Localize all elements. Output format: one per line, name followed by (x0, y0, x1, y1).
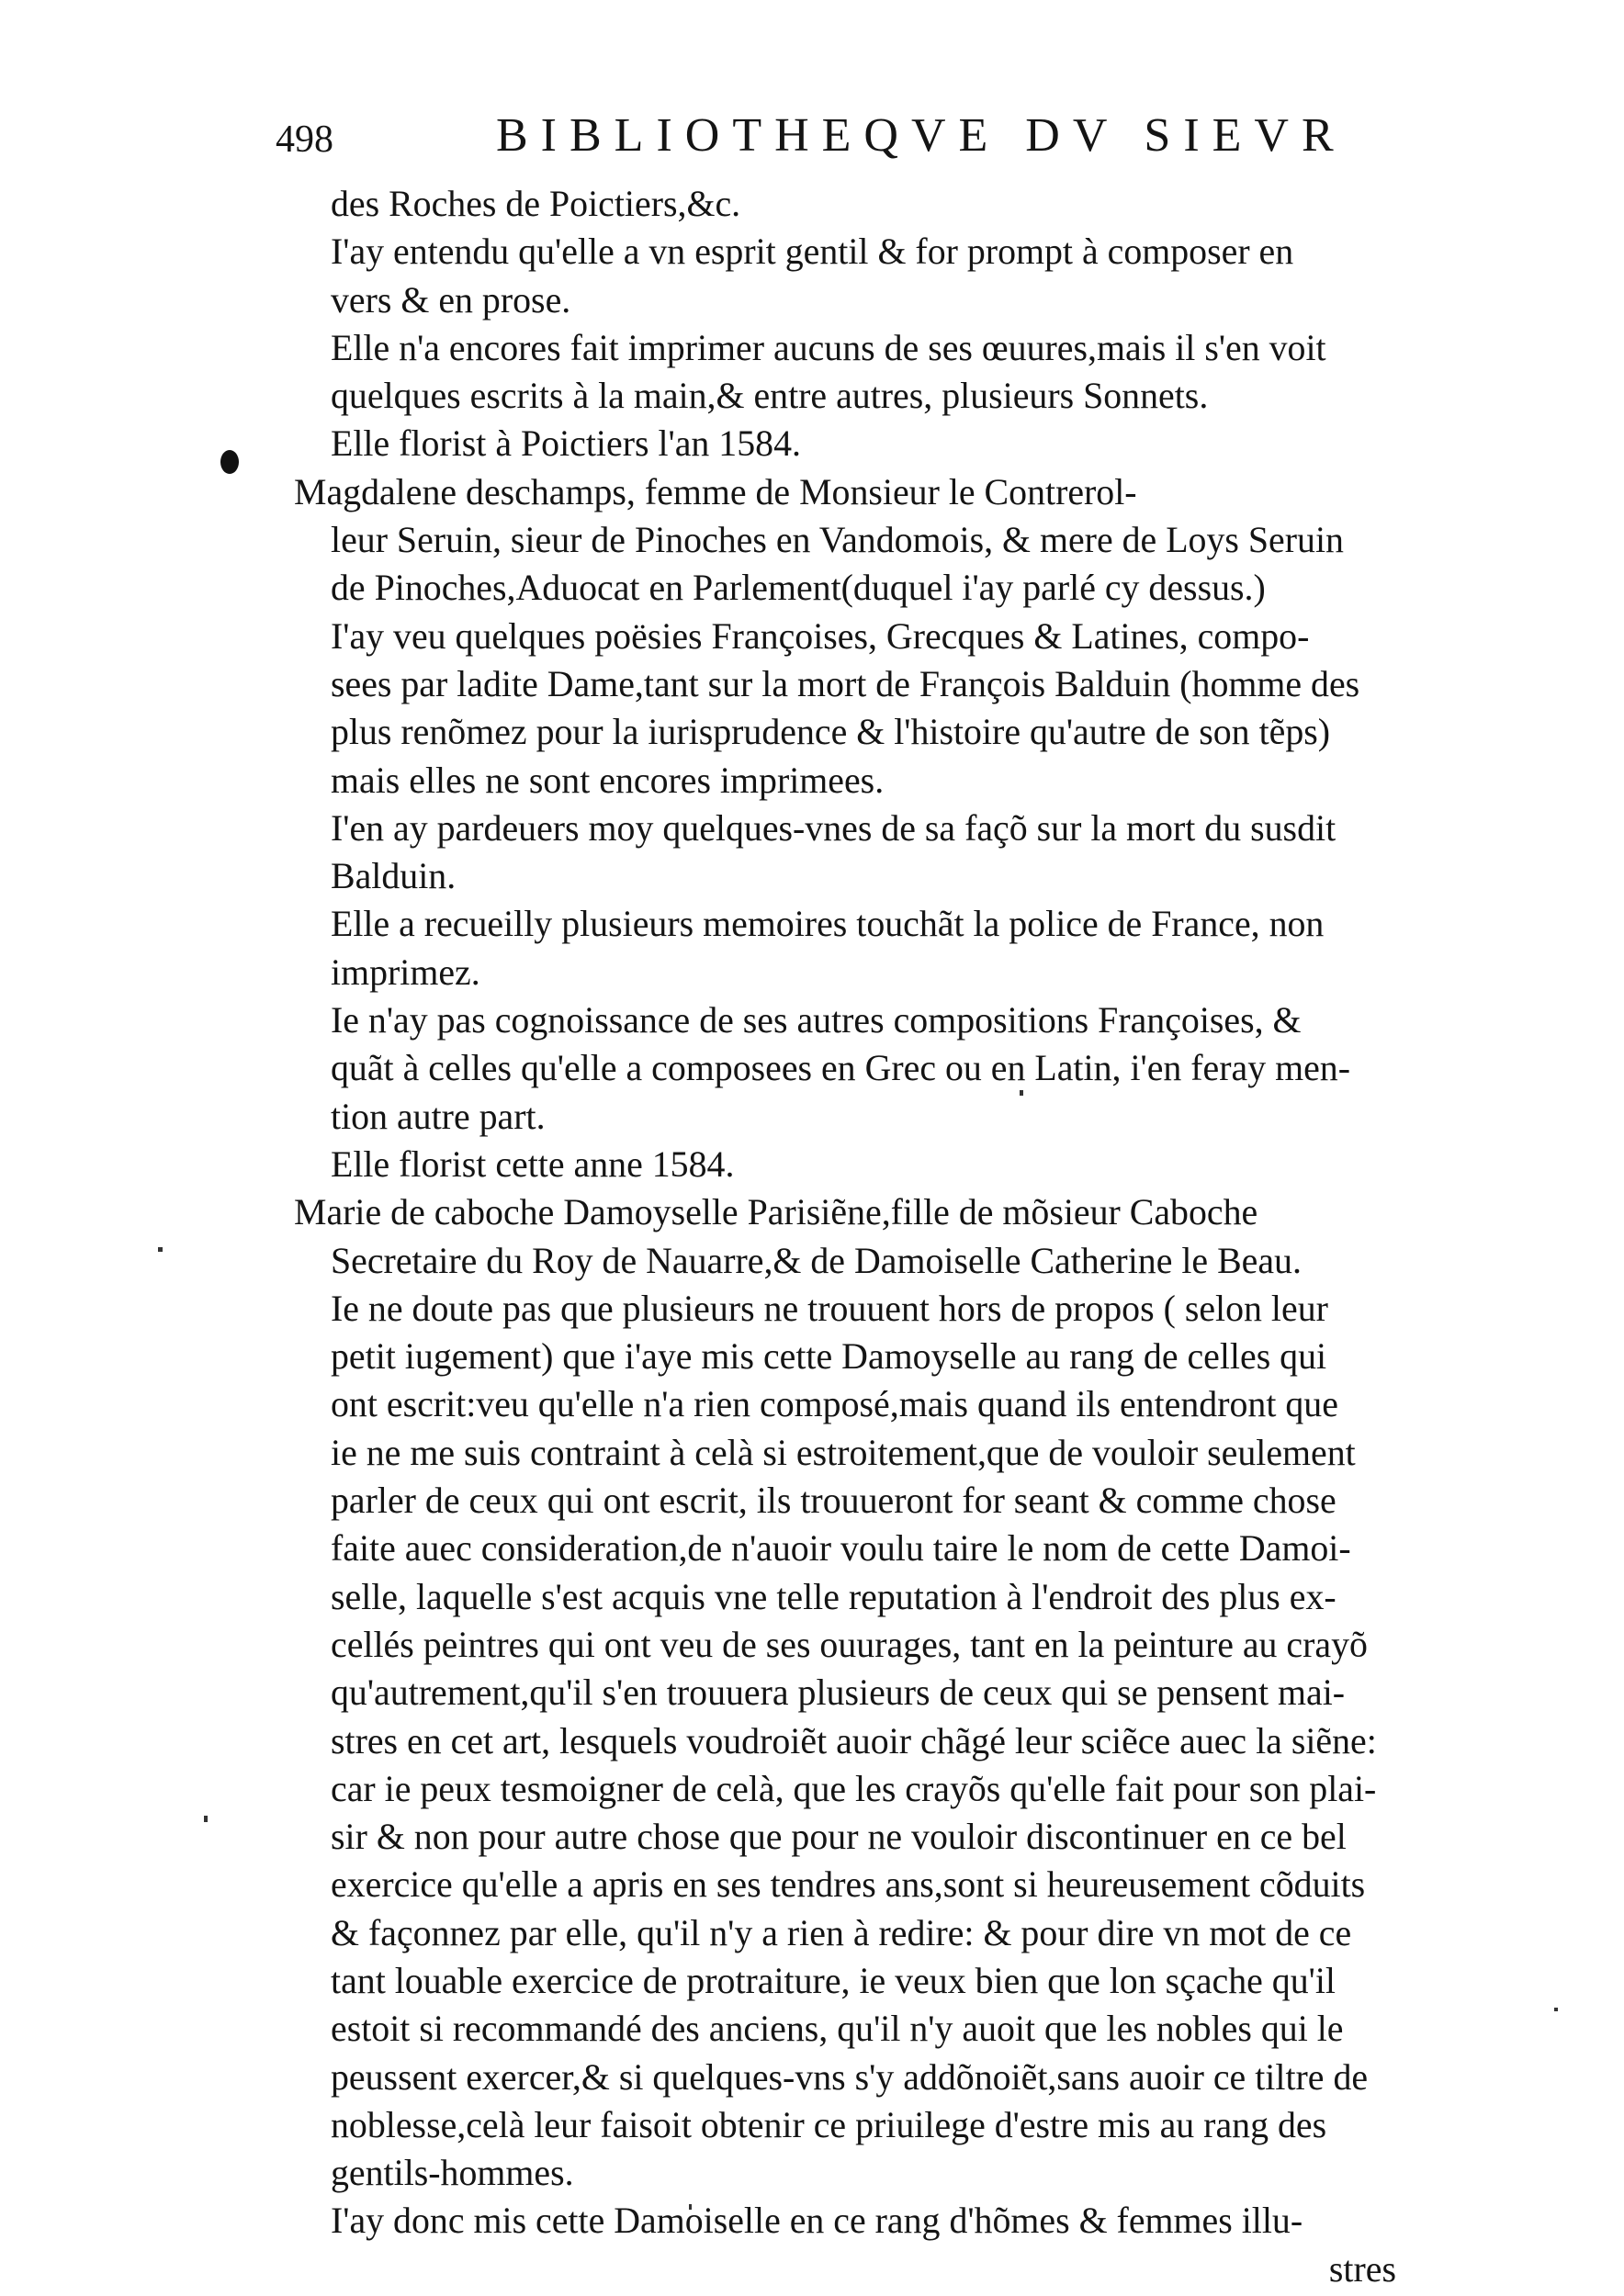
text-line: faite auec consideration,de n'auoir voulu taire le nom de cette Damoi- (331, 1527, 1351, 1570)
entry-heading-line: Magdalene deschamps, femme de Monsieur le Contrerol- (294, 470, 1137, 512)
text-line: sir & non pour autre chose que pour ne vouloir discontinuer en ce bel (331, 1816, 1347, 1858)
text-line: des Roches de Poictiers,&c. (331, 183, 741, 224)
text-line: Elle n'a encores fait imprimer aucuns de ses œuures,mais il s'en voit (331, 326, 1326, 368)
text-line: noblesse,celà leur faisoit obtenir ce priuilege d'estre mis au rang des (331, 2103, 1327, 2145)
text-line: Elle a recueilly plusieurs memoires touchãt la police de France, non (331, 903, 1325, 945)
text-line: mais elles ne sont encores imprimees. (331, 759, 885, 801)
text-block (257, 180, 1405, 2293)
text-line: car ie peux tesmoigner de celà, que les crayõs qu'elle fait pour son plai- (331, 1767, 1377, 1809)
text-line: I'en ay pardeuers moy quelques-vnes de sa façõ sur la mort du susdit (331, 806, 1336, 849)
text-line: quelques escrits à la main,& entre autres, plusieurs Sonnets. (331, 375, 1209, 417)
text-line: leur Seruin, sieur de Pinoches en Vandomois, & mere de Loys Seruin (331, 519, 1344, 561)
bullet-mark-icon (220, 450, 239, 474)
text-line: & façonnez par elle, qu'il n'y a rien à redire: & pour dire vn mot de ce (331, 1911, 1352, 1953)
ink-speck (1554, 2008, 1558, 2011)
page-header (276, 108, 1415, 173)
text-line: stres en cet art, lesquels voudroiẽt auoir chãgé leur sciẽce auec la siẽne: (331, 1719, 1377, 1761)
text-line: plus renõmez pour la iurisprudence & l'histoire qu'autre de son tẽps) (331, 711, 1331, 753)
text-line: ont escrit:veu qu'elle n'a rien composé,mais quand ils entendront que (331, 1383, 1338, 1425)
text-line: I'ay entendu qu'elle a vn esprit gentil & for prompt à composer en (331, 231, 1294, 273)
text-line: estoit si recommandé des anciens, qu'il n'y auoit que les nobles qui le (331, 2008, 1344, 2050)
text-line: I'ay veu quelques poësies Françoises, Grecques & Latines, compo- (331, 614, 1310, 657)
text-line: sees par ladite Dame,tant sur la mort de François Balduin (homme des (331, 662, 1360, 704)
text-line: cellés peintres qui ont veu de ses ouurages, tant en la peinture au crayõ (331, 1623, 1368, 1665)
text-line: selle, laquelle s'est acquis vne telle reputation à l'endroit des plus ex- (331, 1575, 1336, 1617)
text-line: vers & en prose. (331, 278, 571, 321)
text-line: peussent exercer,& si quelques-vns s'y addõnoiẽt,sans auoir ce tiltre de (331, 2055, 1369, 2098)
text-line: qu'autrement,qu'il s'en trouuera plusieurs de ceux qui se pensent mai- (331, 1671, 1346, 1714)
text-line: petit iugement) que i'aye mis cette Damoyselle au rang de celles qui (331, 1335, 1327, 1378)
text-line: Ie ne doute pas que plusieurs ne trouuent hors de propos ( selon leur (331, 1287, 1328, 1329)
text-line: Elle florist cette anne 1584. (331, 1142, 735, 1185)
catchword-line: stres (1328, 2247, 1396, 2290)
text-line: tant louable exercice de protraiture, ie veux bien que lon sçache qu'il (331, 1959, 1336, 2001)
ink-speck (204, 1816, 208, 1822)
text-line: ie ne me suis contraint à celà si estroitement,que de vouloir seulement (331, 1431, 1356, 1473)
text-line: Ie n'ay pas cognoissance de ses autres compositions Françoises, & (331, 999, 1302, 1041)
text-line: de Pinoches,Aduocat en Parlement(duquel i'ay parlé cy dessus.) (331, 567, 1266, 609)
text-line: I'ay donc mis cette Damoiselle en ce rang d'hõmes & femmes illu- (331, 2200, 1303, 2242)
entry-heading-line: Marie de caboche Damoyselle Parisiẽne,fille de mõsieur Caboche (294, 1191, 1258, 1233)
text-line: exercice qu'elle a apris en ses tendres ans,sont si heureusement cõduits (331, 1863, 1366, 1906)
text-line: Secretaire du Roy de Nauarre,& de Damoiselle Catherine le Beau. (331, 1239, 1302, 1281)
text-line: imprimez. (331, 951, 480, 993)
text-line: Balduin. (331, 855, 457, 897)
text-line: quãt à celles qu'elle a composees en Grec ou en Latin, i'en feray men- (331, 1047, 1351, 1089)
text-line: tion autre part. (331, 1095, 546, 1137)
text-line: parler de ceux qui ont escrit, ils trouueront for seant & comme chose (331, 1480, 1336, 1522)
text-line: Elle florist à Poictiers l'an 1584. (331, 422, 801, 465)
ink-speck (158, 1247, 163, 1252)
page-number: 498 (276, 118, 333, 161)
running-head: BIBLIOTHEQVE DV SIEVR (496, 109, 1347, 162)
text-line: gentils-hommes. (331, 2152, 574, 2194)
